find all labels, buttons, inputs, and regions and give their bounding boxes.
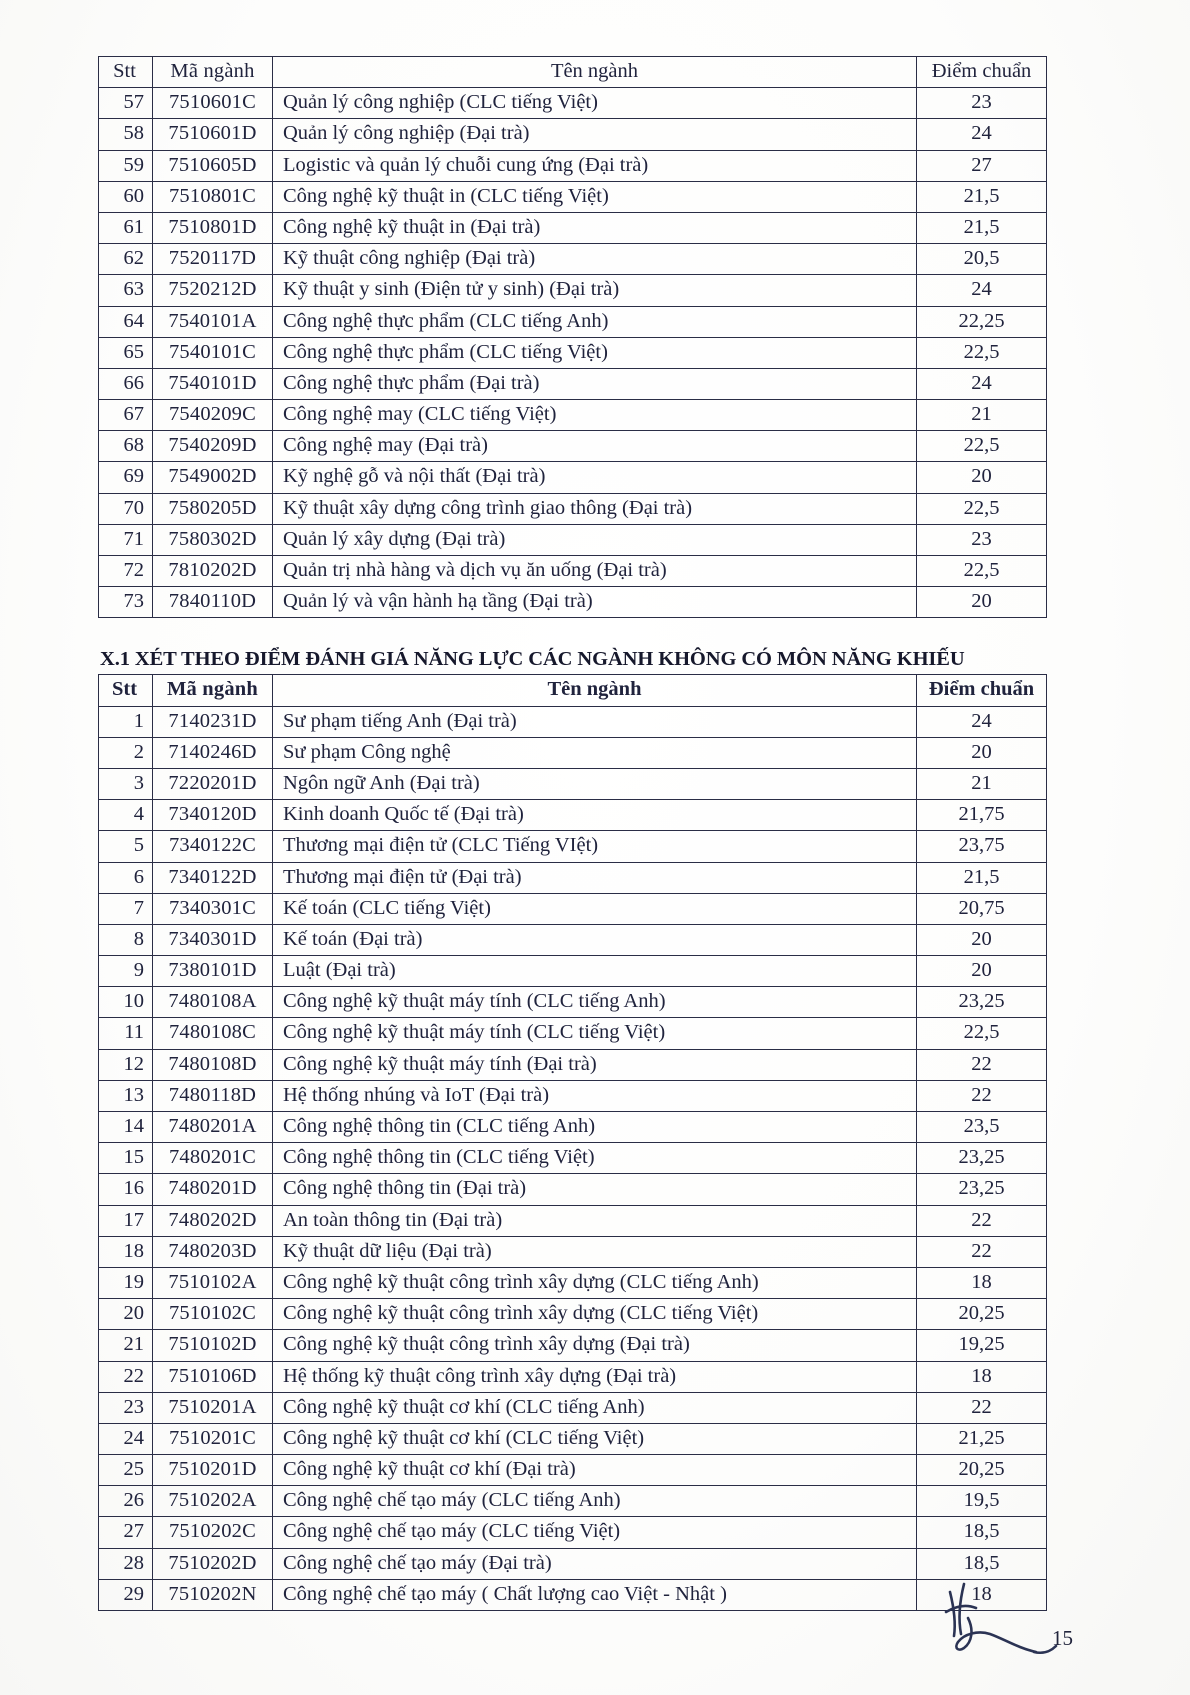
cell-ma-nganh: 7840110D <box>153 587 273 618</box>
cell-ma-nganh: 7480202D <box>153 1205 273 1236</box>
cell-stt: 62 <box>99 244 153 275</box>
column-header-stt: Stt <box>99 57 153 88</box>
column-header-diem-chuan: Điểm chuẩn <box>917 675 1047 706</box>
cell-diem-chuan: 22 <box>917 1392 1047 1423</box>
cell-stt: 26 <box>99 1486 153 1517</box>
cell-ten-nganh: Ngôn ngữ Anh (Đại trà) <box>273 768 917 799</box>
cell-diem-chuan: 21 <box>917 400 1047 431</box>
cell-diem-chuan: 20 <box>917 956 1047 987</box>
table-row <box>99 337 1047 368</box>
cell-stt: 8 <box>99 924 153 955</box>
cell-ma-nganh: 7510601C <box>153 88 273 119</box>
cell-ma-nganh: 7340301C <box>153 893 273 924</box>
cell-ma-nganh: 7540209C <box>153 400 273 431</box>
cell-stt: 71 <box>99 524 153 555</box>
cell-ma-nganh: 7510106D <box>153 1361 273 1392</box>
table-row <box>99 88 1047 119</box>
cell-ten-nganh: Quản lý xây dựng (Đại trà) <box>273 524 917 555</box>
cell-ten-nganh: Công nghệ thông tin (CLC tiếng Việt) <box>273 1143 917 1174</box>
cell-diem-chuan: 20 <box>917 587 1047 618</box>
cell-ten-nganh: Công nghệ chế tạo máy ( Chất lượng cao Việt - Nhật ) <box>273 1579 917 1610</box>
cell-diem-chuan: 21 <box>917 768 1047 799</box>
cell-ma-nganh: 7510601D <box>153 119 273 150</box>
cell-diem-chuan: 22 <box>917 1080 1047 1111</box>
cell-stt: 20 <box>99 1299 153 1330</box>
cell-stt: 29 <box>99 1579 153 1610</box>
cell-diem-chuan: 22,5 <box>917 1018 1047 1049</box>
table-row <box>99 556 1047 587</box>
cell-diem-chuan: 20 <box>917 462 1047 493</box>
table-row <box>99 768 1047 799</box>
column-header-stt: Stt <box>99 675 153 706</box>
table-row <box>99 1112 1047 1143</box>
table-row <box>99 800 1047 831</box>
cell-diem-chuan: 22,5 <box>917 431 1047 462</box>
cell-stt: 6 <box>99 862 153 893</box>
cell-ten-nganh: Công nghệ may (Đại trà) <box>273 431 917 462</box>
cell-ten-nganh: Công nghệ may (CLC tiếng Việt) <box>273 400 917 431</box>
cell-diem-chuan: 23,5 <box>917 1112 1047 1143</box>
cell-ten-nganh: Logistic và quản lý chuỗi cung ứng (Đại trà) <box>273 150 917 181</box>
cell-stt: 11 <box>99 1018 153 1049</box>
cell-ten-nganh: An toàn thông tin (Đại trà) <box>273 1205 917 1236</box>
cell-ma-nganh: 7480201C <box>153 1143 273 1174</box>
column-header-ten-nganh: Tên ngành <box>273 57 917 88</box>
cell-ma-nganh: 7140246D <box>153 737 273 768</box>
cell-ma-nganh: 7510201A <box>153 1392 273 1423</box>
cell-ma-nganh: 7580302D <box>153 524 273 555</box>
cell-ma-nganh: 7480201A <box>153 1112 273 1143</box>
cell-ten-nganh: Quản lý và vận hành hạ tầng (Đại trà) <box>273 587 917 618</box>
cell-diem-chuan: 18,5 <box>917 1517 1047 1548</box>
cell-stt: 22 <box>99 1361 153 1392</box>
table-row <box>99 737 1047 768</box>
cell-ten-nganh: Công nghệ kỹ thuật công trình xây dựng (CLC tiếng Việt) <box>273 1299 917 1330</box>
cell-ma-nganh: 7510801C <box>153 181 273 212</box>
page-footer <box>0 1560 1190 1695</box>
cell-stt: 28 <box>99 1548 153 1579</box>
cell-diem-chuan: 21,5 <box>917 862 1047 893</box>
cell-diem-chuan: 19,25 <box>917 1330 1047 1361</box>
cell-stt: 13 <box>99 1080 153 1111</box>
column-header-diem-chuan: Điểm chuẩn <box>917 57 1047 88</box>
cell-ten-nganh: Quản lý công nghiệp (CLC tiếng Việt) <box>273 88 917 119</box>
cell-stt: 1 <box>99 706 153 737</box>
cell-stt: 66 <box>99 368 153 399</box>
cell-ten-nganh: Công nghệ kỹ thuật in (Đại trà) <box>273 212 917 243</box>
cell-stt: 25 <box>99 1455 153 1486</box>
table-row <box>99 1517 1047 1548</box>
cell-ten-nganh: Công nghệ thông tin (Đại trà) <box>273 1174 917 1205</box>
cell-diem-chuan: 22,5 <box>917 493 1047 524</box>
cell-diem-chuan: 22 <box>917 1236 1047 1267</box>
cell-stt: 58 <box>99 119 153 150</box>
table-row <box>99 1049 1047 1080</box>
cell-ma-nganh: 7480201D <box>153 1174 273 1205</box>
cell-diem-chuan: 18 <box>917 1579 1047 1610</box>
table-row <box>99 1361 1047 1392</box>
cell-ten-nganh: Công nghệ chế tạo máy (CLC tiếng Việt) <box>273 1517 917 1548</box>
cell-ma-nganh: 7510202D <box>153 1548 273 1579</box>
cell-ma-nganh: 7340122D <box>153 862 273 893</box>
cell-diem-chuan: 21,5 <box>917 212 1047 243</box>
cell-ma-nganh: 7810202D <box>153 556 273 587</box>
cell-diem-chuan: 22,5 <box>917 337 1047 368</box>
cell-diem-chuan: 22 <box>917 1049 1047 1080</box>
cell-stt: 24 <box>99 1423 153 1454</box>
cell-stt: 7 <box>99 893 153 924</box>
cell-stt: 73 <box>99 587 153 618</box>
table-row <box>99 1486 1047 1517</box>
cell-ten-nganh: Công nghệ thông tin (CLC tiếng Anh) <box>273 1112 917 1143</box>
table-row <box>99 862 1047 893</box>
cell-ten-nganh: Kỹ thuật xây dựng công trình giao thông (Đại trà) <box>273 493 917 524</box>
table-row <box>99 587 1047 618</box>
cell-diem-chuan: 18,5 <box>917 1548 1047 1579</box>
cell-ma-nganh: 7540101D <box>153 368 273 399</box>
cell-ma-nganh: 7540101C <box>153 337 273 368</box>
cell-ten-nganh: Kỹ thuật công nghiệp (Đại trà) <box>273 244 917 275</box>
table-row <box>99 1018 1047 1049</box>
cell-ma-nganh: 7580205D <box>153 493 273 524</box>
table-row <box>99 987 1047 1018</box>
cell-ten-nganh: Thương mại điện tử (Đại trà) <box>273 862 917 893</box>
cell-stt: 70 <box>99 493 153 524</box>
table-row <box>99 1267 1047 1298</box>
cell-diem-chuan: 24 <box>917 119 1047 150</box>
cell-ten-nganh: Kinh doanh Quốc tế (Đại trà) <box>273 800 917 831</box>
cell-diem-chuan: 22,5 <box>917 556 1047 587</box>
cell-ma-nganh: 7340301D <box>153 924 273 955</box>
table-row <box>99 275 1047 306</box>
cell-diem-chuan: 24 <box>917 706 1047 737</box>
cell-ma-nganh: 7480118D <box>153 1080 273 1111</box>
cell-ten-nganh: Sư phạm Công nghệ <box>273 737 917 768</box>
cell-ten-nganh: Quản trị nhà hàng và dịch vụ ăn uống (Đại trà) <box>273 556 917 587</box>
cell-diem-chuan: 22 <box>917 1205 1047 1236</box>
cell-diem-chuan: 23 <box>917 524 1047 555</box>
cell-diem-chuan: 21,5 <box>917 181 1047 212</box>
cell-ma-nganh: 7480108D <box>153 1049 273 1080</box>
table-row <box>99 1143 1047 1174</box>
cell-ten-nganh: Thương mại điện tử (CLC Tiếng VIệt) <box>273 831 917 862</box>
table-row <box>99 524 1047 555</box>
cell-ten-nganh: Kế toán (Đại trà) <box>273 924 917 955</box>
cell-ten-nganh: Công nghệ thực phẩm (Đại trà) <box>273 368 917 399</box>
cell-ma-nganh: 7510801D <box>153 212 273 243</box>
cell-stt: 68 <box>99 431 153 462</box>
cell-stt: 72 <box>99 556 153 587</box>
cell-stt: 12 <box>99 1049 153 1080</box>
table-row <box>99 1423 1047 1454</box>
cell-diem-chuan: 24 <box>917 368 1047 399</box>
cell-stt: 17 <box>99 1205 153 1236</box>
cell-ten-nganh: Kỹ thuật dữ liệu (Đại trà) <box>273 1236 917 1267</box>
cell-ma-nganh: 7340122C <box>153 831 273 862</box>
cell-diem-chuan: 23,25 <box>917 987 1047 1018</box>
cell-diem-chuan: 21,75 <box>917 800 1047 831</box>
cell-ten-nganh: Hệ thống nhúng và IoT (Đại trà) <box>273 1080 917 1111</box>
cell-ten-nganh: Công nghệ thực phẩm (CLC tiếng Anh) <box>273 306 917 337</box>
column-header-ten-nganh: Tên ngành <box>273 675 917 706</box>
cell-diem-chuan: 18 <box>917 1361 1047 1392</box>
table-row <box>99 893 1047 924</box>
table-row <box>99 462 1047 493</box>
table-row <box>99 1174 1047 1205</box>
page-content <box>98 56 1046 1611</box>
cell-ma-nganh: 7140231D <box>153 706 273 737</box>
table-row <box>99 924 1047 955</box>
cell-ma-nganh: 7510102C <box>153 1299 273 1330</box>
cell-ten-nganh: Công nghệ chế tạo máy (CLC tiếng Anh) <box>273 1486 917 1517</box>
cell-stt: 18 <box>99 1236 153 1267</box>
table-row <box>99 1205 1047 1236</box>
cell-ten-nganh: Luật (Đại trà) <box>273 956 917 987</box>
table-row <box>99 1392 1047 1423</box>
column-header-ma-nganh: Mã ngành <box>153 57 273 88</box>
cell-ten-nganh: Kỹ nghệ gỗ và nội thất (Đại trà) <box>273 462 917 493</box>
cell-diem-chuan: 27 <box>917 150 1047 181</box>
cell-ten-nganh: Kế toán (CLC tiếng Việt) <box>273 893 917 924</box>
cell-ten-nganh: Công nghệ kỹ thuật cơ khí (Đại trà) <box>273 1455 917 1486</box>
cell-ten-nganh: Công nghệ kỹ thuật công trình xây dựng (CLC tiếng Anh) <box>273 1267 917 1298</box>
cell-ma-nganh: 7540101A <box>153 306 273 337</box>
cell-stt: 10 <box>99 987 153 1018</box>
cell-diem-chuan: 23,25 <box>917 1143 1047 1174</box>
cell-stt: 57 <box>99 88 153 119</box>
cell-ma-nganh: 7220201D <box>153 768 273 799</box>
cell-ten-nganh: Sư phạm tiếng Anh (Đại trà) <box>273 706 917 737</box>
cell-ma-nganh: 7480203D <box>153 1236 273 1267</box>
table-row <box>99 493 1047 524</box>
table-row <box>99 431 1047 462</box>
table-b-body <box>99 675 1047 1611</box>
cell-stt: 27 <box>99 1517 153 1548</box>
cell-diem-chuan: 20 <box>917 924 1047 955</box>
cell-ten-nganh: Công nghệ kỹ thuật công trình xây dựng (Đại trà) <box>273 1330 917 1361</box>
table-row <box>99 212 1047 243</box>
cell-diem-chuan: 22,25 <box>917 306 1047 337</box>
cell-ma-nganh: 7510201D <box>153 1455 273 1486</box>
page-number: 15 <box>1052 1626 1073 1650</box>
table-row <box>99 368 1047 399</box>
cell-ma-nganh: 7520212D <box>153 275 273 306</box>
table-row <box>99 706 1047 737</box>
cell-ma-nganh: 7480108A <box>153 987 273 1018</box>
cell-ma-nganh: 7510102A <box>153 1267 273 1298</box>
cell-diem-chuan: 21,25 <box>917 1423 1047 1454</box>
column-header-ma-nganh: Mã ngành <box>153 675 273 706</box>
cell-stt: 19 <box>99 1267 153 1298</box>
cell-ma-nganh: 7510202A <box>153 1486 273 1517</box>
cell-ten-nganh: Công nghệ chế tạo máy (Đại trà) <box>273 1548 917 1579</box>
cell-ma-nganh: 7510202C <box>153 1517 273 1548</box>
cell-ma-nganh: 7380101D <box>153 956 273 987</box>
cell-stt: 63 <box>99 275 153 306</box>
cell-ma-nganh: 7510605D <box>153 150 273 181</box>
table-row <box>99 1236 1047 1267</box>
cell-diem-chuan: 20,75 <box>917 893 1047 924</box>
table-section-spacer <box>98 618 1046 648</box>
cell-diem-chuan: 20,25 <box>917 1455 1047 1486</box>
table-row <box>99 400 1047 431</box>
cell-stt: 14 <box>99 1112 153 1143</box>
cell-stt: 2 <box>99 737 153 768</box>
table-row <box>99 956 1047 987</box>
section-heading-x1: X.1 XÉT THEO ĐIỂM ĐÁNH GIÁ NĂNG LỰC CÁC NGÀNH KHÔNG CÓ MÔN NĂNG KHIẾU <box>100 648 965 671</box>
cell-stt: 9 <box>99 956 153 987</box>
cell-ten-nganh: Kỹ thuật y sinh (Điện tử y sinh) (Đại trà) <box>273 275 917 306</box>
cell-diem-chuan: 23 <box>917 88 1047 119</box>
cell-ma-nganh: 7549002D <box>153 462 273 493</box>
cell-ten-nganh: Công nghệ kỹ thuật máy tính (Đại trà) <box>273 1049 917 1080</box>
cell-ma-nganh: 7520117D <box>153 244 273 275</box>
cell-stt: 59 <box>99 150 153 181</box>
cell-stt: 5 <box>99 831 153 862</box>
cell-stt: 61 <box>99 212 153 243</box>
table-row <box>99 1330 1047 1361</box>
admission-score-table-continued <box>98 56 1047 618</box>
cell-diem-chuan: 23,75 <box>917 831 1047 862</box>
cell-diem-chuan: 23,25 <box>917 1174 1047 1205</box>
cell-diem-chuan: 20,5 <box>917 244 1047 275</box>
admission-score-table-competency <box>98 674 1047 1611</box>
handwritten-signature <box>938 1578 1058 1668</box>
cell-stt: 67 <box>99 400 153 431</box>
cell-ten-nganh: Công nghệ thực phẩm (CLC tiếng Việt) <box>273 337 917 368</box>
table-row <box>99 306 1047 337</box>
table-a-header-row <box>99 57 1047 88</box>
cell-ma-nganh: 7540209D <box>153 431 273 462</box>
cell-diem-chuan: 24 <box>917 275 1047 306</box>
table-row <box>99 1299 1047 1330</box>
cell-ma-nganh: 7510102D <box>153 1330 273 1361</box>
cell-ten-nganh: Công nghệ kỹ thuật cơ khí (CLC tiếng Anh) <box>273 1392 917 1423</box>
cell-diem-chuan: 20,25 <box>917 1299 1047 1330</box>
cell-ma-nganh: 7480108C <box>153 1018 273 1049</box>
table-row <box>99 831 1047 862</box>
cell-ten-nganh: Hệ thống kỹ thuật công trình xây dựng (Đại trà) <box>273 1361 917 1392</box>
table-row <box>99 1080 1047 1111</box>
cell-ten-nganh: Công nghệ kỹ thuật máy tính (CLC tiếng Anh) <box>273 987 917 1018</box>
table-row <box>99 181 1047 212</box>
cell-stt: 16 <box>99 1174 153 1205</box>
table-row <box>99 244 1047 275</box>
cell-stt: 3 <box>99 768 153 799</box>
cell-stt: 64 <box>99 306 153 337</box>
cell-stt: 23 <box>99 1392 153 1423</box>
table-row <box>99 119 1047 150</box>
cell-ten-nganh: Công nghệ kỹ thuật máy tính (CLC tiếng Việt) <box>273 1018 917 1049</box>
cell-stt: 60 <box>99 181 153 212</box>
table-row <box>99 150 1047 181</box>
cell-ma-nganh: 7510202N <box>153 1579 273 1610</box>
cell-ma-nganh: 7340120D <box>153 800 273 831</box>
cell-diem-chuan: 19,5 <box>917 1486 1047 1517</box>
cell-ma-nganh: 7510201C <box>153 1423 273 1454</box>
cell-ten-nganh: Quản lý công nghiệp (Đại trà) <box>273 119 917 150</box>
cell-stt: 69 <box>99 462 153 493</box>
table-b-header-row <box>99 675 1047 706</box>
table-row <box>99 1455 1047 1486</box>
cell-diem-chuan: 18 <box>917 1267 1047 1298</box>
cell-ten-nganh: Công nghệ kỹ thuật in (CLC tiếng Việt) <box>273 181 917 212</box>
cell-ten-nganh: Công nghệ kỹ thuật cơ khí (CLC tiếng Việt) <box>273 1423 917 1454</box>
cell-diem-chuan: 20 <box>917 737 1047 768</box>
table-a-body <box>99 57 1047 618</box>
cell-stt: 15 <box>99 1143 153 1174</box>
cell-stt: 65 <box>99 337 153 368</box>
cell-stt: 4 <box>99 800 153 831</box>
cell-stt: 21 <box>99 1330 153 1361</box>
